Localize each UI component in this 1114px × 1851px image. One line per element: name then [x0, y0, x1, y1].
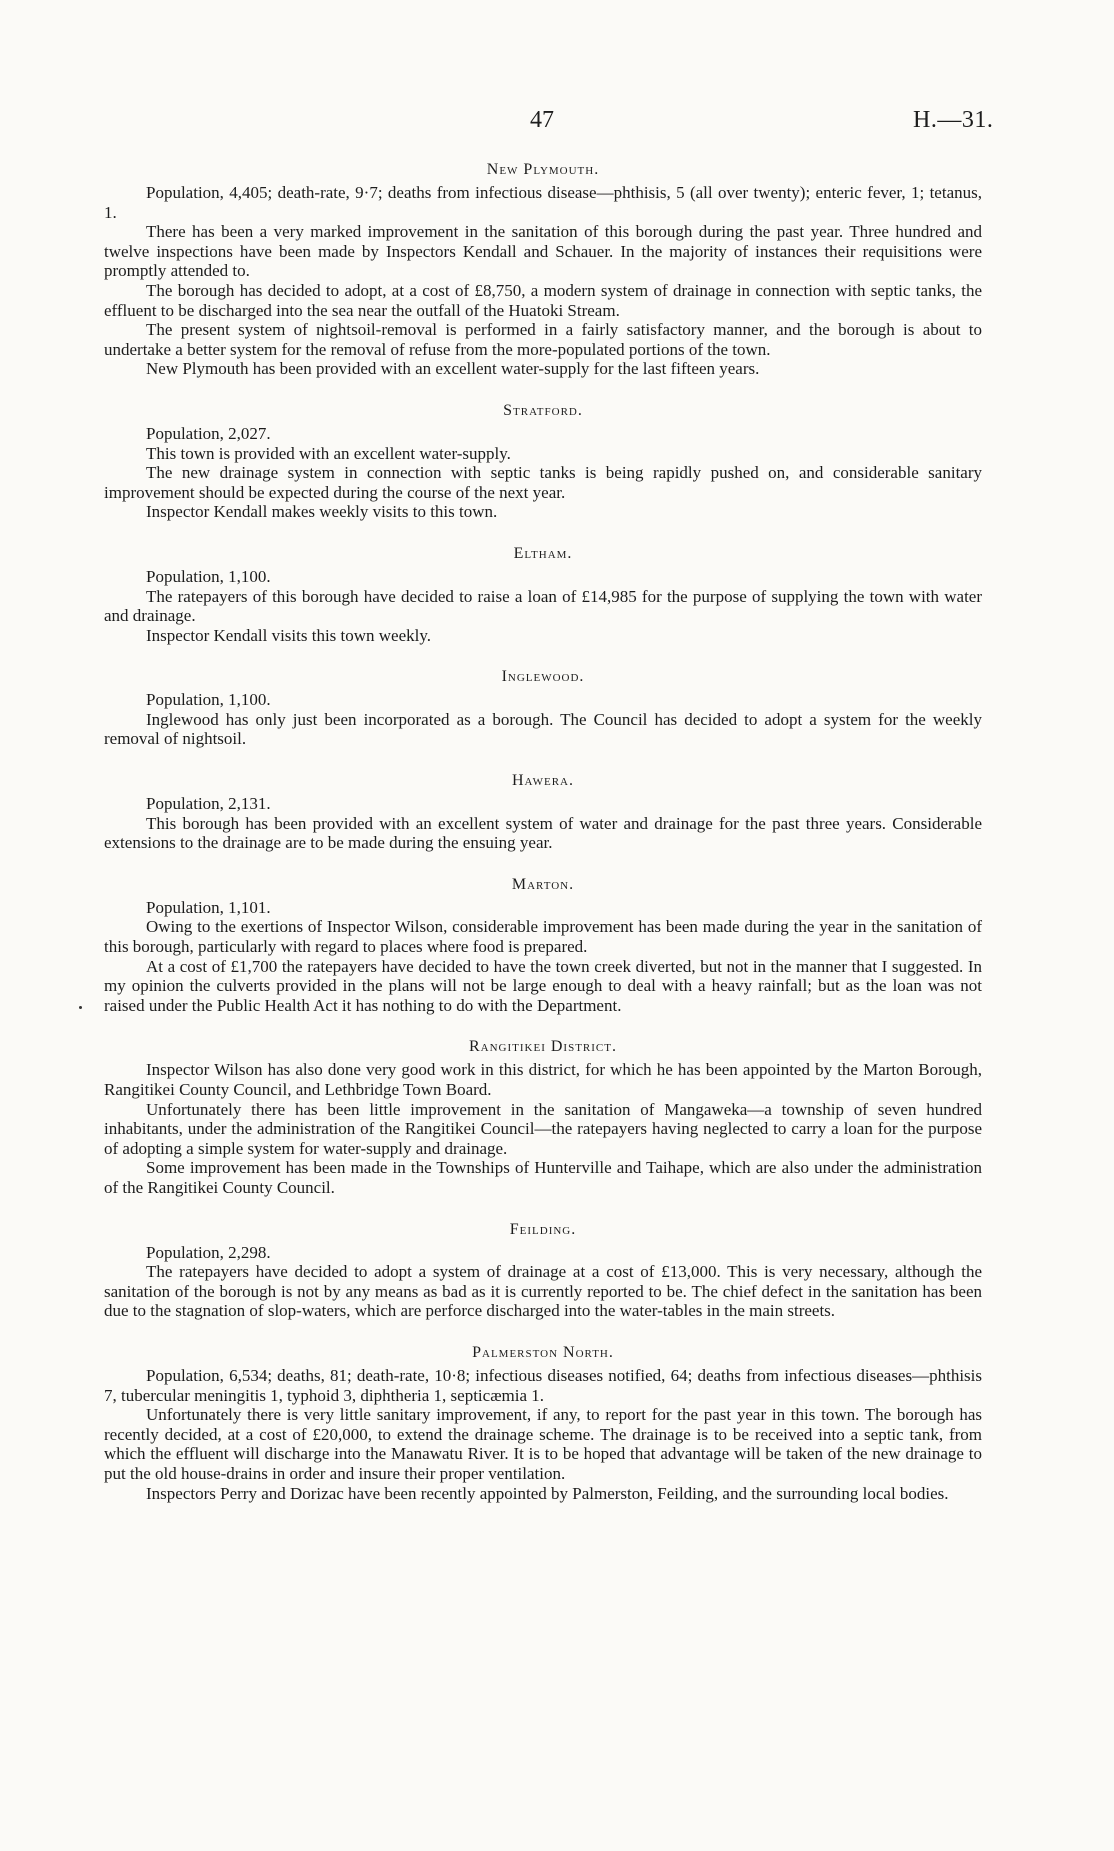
- document-reference: H.—31.: [913, 107, 994, 133]
- paragraph: The new drainage system in connection with septic tanks is being rapidly pushed on, and considerable sanitary improvement should be expected during the course of the next year.: [104, 463, 982, 502]
- section-stratford: [104, 401, 982, 522]
- section-heading: Stratford.: [503, 401, 583, 419]
- paragraph: New Plymouth has been provided with an excellent water-supply for the last fifteen years.: [146, 359, 760, 379]
- paragraph: The present system of nightsoil-removal is performed in a fairly satisfactory manner, and the borough is about to undertake a better system for the removal of refuse from the more-populated portions of the town.: [104, 320, 982, 359]
- section-hawera: [104, 771, 982, 853]
- paragraph: Inspector Kendall visits this town weekly.: [146, 625, 432, 645]
- section-heading: Hawera.: [512, 772, 574, 790]
- section-eltham: [104, 544, 982, 645]
- section-inglewood: [104, 667, 982, 749]
- paragraph: Some improvement has been made in the Townships of Hunterville and Taihape, which are also under the administration of the Rangitikei County Council.: [104, 1158, 982, 1197]
- section-rangitikei-district: [104, 1037, 982, 1197]
- paragraph: At a cost of £1,700 the ratepayers have decided to have the town creek diverted, but not in the manner that I suggested. In my opinion the culverts provided in the plans will not be large enough to deal with a heavy rainfall; but as the loan was not raised under the Public Health Act it has nothing to do with the Department.: [104, 956, 982, 1015]
- section-heading: Eltham.: [513, 544, 573, 562]
- paragraph: The ratepayers of this borough have decided to raise a loan of £14,985 for the purpose of supplying the town with water and drainage.: [104, 586, 982, 626]
- paragraph: Population, 1,101.: [146, 897, 271, 917]
- paragraph: Population, 2,298.: [146, 1242, 271, 1262]
- paragraph: The ratepayers have decided to adopt a system of drainage at a cost of £13,000. This is very necessary, although the sanitation of the borough is not by any means as bad as it is currently reported to be. The chief defect in the sanitation has been due to the stagnation of slop-waters, which are perforce discharged into the water-tables in the main streets.: [104, 1262, 982, 1321]
- section-heading: Marton.: [511, 875, 575, 893]
- paragraph: Population, 1,100.: [146, 566, 271, 586]
- document-body: [104, 160, 982, 1503]
- paragraph: Unfortunately there has been little improvement in the sanitation of Mangaweka—a township of seven hundred inhabitants, under the administration of the Rangitikei Council—the ratepayers having neglected to carry a loan for the purpose of adopting a simple system for water-supply and drainage.: [104, 1099, 982, 1158]
- paragraph: Unfortunately there is very little sanitary improvement, if any, to report for the past year in this town. The borough has recently decided, at a cost of £20,000, to extend the drainage scheme. The drainage is to be received into a septic tank, from which the effluent will discharge into the Manawatu River. It is to be hoped that advantage will be taken of the new drainage to put the old house-drains in order and insure their proper ventilation.: [104, 1405, 982, 1483]
- paragraph: Population, 4,405; death-rate, 9·7; deaths from infectious disease—phthisis, 5 (all over twenty); enteric fever, 1; tetanus, 1.: [104, 183, 982, 222]
- section-heading: Inglewood.: [501, 668, 585, 686]
- paragraph: The borough has decided to adopt, at a cost of £8,750, a modern system of drainage in connection with septic tanks, the effluent to be discharged into the sea near the outfall of the Huatoki Stream.: [104, 280, 982, 320]
- paragraph: Population, 2,027.: [146, 423, 271, 443]
- page-number: 47: [530, 107, 554, 133]
- paragraph: Inglewood has only just been incorporated as a borough. The Council has decided to adopt a system for the weekly removal of nightsoil.: [104, 709, 982, 749]
- section-marton: [104, 875, 982, 1016]
- paragraph: This borough has been provided with an excellent system of water and drainage for the past three years. Considerable extensions to the drainage are to be made during the ensuing year.: [104, 813, 982, 853]
- paragraph: Inspector Kendall makes weekly visits to this town.: [146, 502, 498, 522]
- paragraph: Population, 2,131.: [146, 794, 271, 814]
- section-heading: Rangitikei District.: [469, 1038, 617, 1056]
- section-heading: New Plymouth.: [486, 161, 600, 178]
- margin-mark: [79, 1006, 82, 1009]
- paragraph: There has been a very marked improvement in the sanitation of this borough during the past year. Three hundred and twelve inspections have been made by Inspectors Kendall and Schauer. In the majority of instances their requisitions were promptly attended to.: [104, 222, 982, 281]
- section-heading: Feilding.: [509, 1220, 577, 1238]
- paragraph: Population, 1,100.: [146, 690, 271, 710]
- section-new-plymouth: [104, 160, 982, 379]
- paragraph: Owing to the exertions of Inspector Wilson, considerable improvement has been made during the year in the sanitation of this borough, particularly with regard to places where food is prepared.: [104, 917, 982, 957]
- section-palmerston-north: [104, 1343, 982, 1503]
- paragraph: This town is provided with an excellent water-supply.: [146, 443, 511, 463]
- section-heading: Palmerston North.: [472, 1343, 614, 1361]
- paragraph: Population, 6,534; deaths, 81; death-rate, 10·8; infectious diseases notified, 64; deaths from infectious diseases—phthisis 7, tubercular meningitis 1, typhoid 3, diphtheria 1, septicæmia 1.: [104, 1365, 982, 1405]
- section-feilding: [104, 1220, 982, 1321]
- paragraph: Inspector Wilson has also done very good work in this district, for which he has been appointed by the Marton Borough, Rangitikei County Council, and Lethbridge Town Board.: [104, 1060, 982, 1099]
- paragraph: Inspectors Perry and Dorizac have been recently appointed by Palmerston, Feilding, and the surrounding local bodies.: [146, 1483, 949, 1503]
